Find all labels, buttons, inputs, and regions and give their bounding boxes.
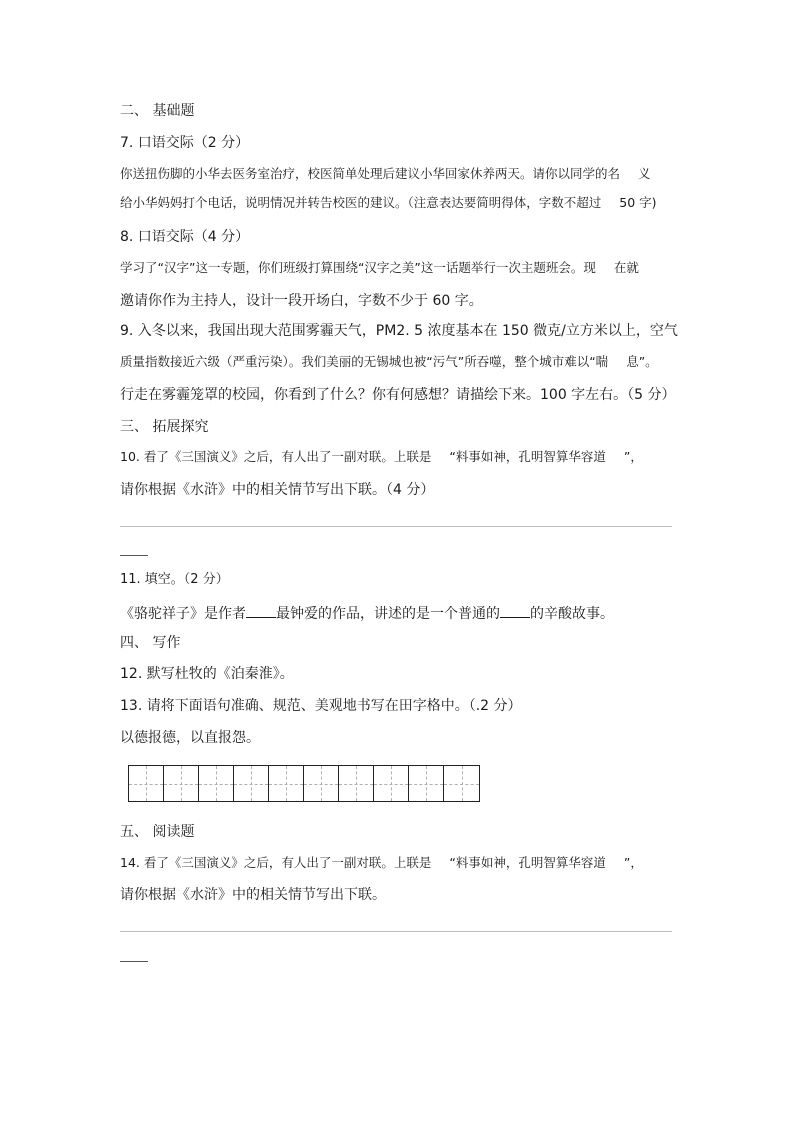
q8-text-line2: 邀请你作为主持人，设计一段开场白，字数不少于 60 字。	[120, 293, 483, 309]
q7-line1-main: 你送扭伤脚的小华去医务室治疗，校医简单处理后建议小华回家休养两天。请你以同学的名	[120, 166, 621, 181]
grid-cell[interactable]	[339, 766, 374, 801]
q11-title: 11. 填空。（2 分）	[120, 572, 229, 587]
q7-line1-tail: 义	[638, 166, 651, 181]
q10-line1-main: 10. 看了《三国演义》之后，有人出了一副对联。上联是	[120, 449, 432, 464]
q14-answer-line	[120, 931, 672, 932]
q7-line2-tail: 50 字)	[619, 195, 657, 210]
q12-text: 12. 默写杜牧的《泊秦淮》。	[120, 666, 294, 682]
grid-cell[interactable]	[234, 766, 269, 801]
grid-cell[interactable]	[409, 766, 444, 801]
q8-title: 8. 口语交际（4 分）	[120, 229, 250, 245]
q11-blank-person[interactable]	[500, 605, 530, 618]
grid-cell[interactable]	[304, 766, 339, 801]
q11-part3: 的辛酸故事。	[530, 606, 614, 622]
grid-cell[interactable]	[269, 766, 304, 801]
q10-text-line2: 请你根据《水浒》中的相关情节写出下联。（4 分）	[120, 482, 435, 498]
q10-line1-end: ”，	[623, 449, 643, 464]
q10-text-line1	[120, 451, 643, 464]
grid-cell[interactable]	[444, 766, 479, 801]
section-heading-basic: 二、 基础题	[120, 103, 195, 119]
section-heading-writing: 四、 写作	[120, 635, 181, 651]
q9-line2-tail: 息”。	[626, 354, 658, 369]
q11-blank-author[interactable]	[246, 605, 276, 618]
q14-couplet: “料事如神，孔明智算华容道	[449, 855, 606, 870]
q9-text-line1: 9. 入冬以来，我国出现大范围雾霾天气，PM2. 5 浓度基本在 150 微克/立方米以上，空气	[120, 323, 678, 339]
q9-text-line3: 行走在雾霾笼罩的校园，你看到了什么？你有何感想？请描绘下来。100 字左右。（5 分）	[120, 387, 676, 403]
q14-answer-line-short	[120, 961, 148, 962]
section-heading-reading: 五、 阅读题	[120, 824, 195, 840]
q14-text-line1	[120, 857, 643, 870]
section-heading-explore: 三、 拓展探究	[120, 419, 209, 435]
q8-line1-main: 学习了“汉字”这一专题，你们班级打算围绕“汉字之美”这一话题举行一次主题班会。现	[120, 260, 596, 275]
q11-part1: 《骆驼祥子》是作者	[120, 606, 246, 622]
q9-text-line2	[120, 356, 658, 369]
q10-answer-line	[120, 526, 672, 527]
grid-cell[interactable]	[129, 766, 164, 801]
q14-line1-main: 14. 看了《三国演义》之后，有人出了一副对联。上联是	[120, 855, 432, 870]
q14-line1-end: ”，	[623, 855, 643, 870]
q14-text-line2: 请你根据《水浒》中的相关情节写出下联。	[120, 887, 386, 903]
q9-line2-main: 质量指数接近六级（严重污染）。我们美丽的无锡城也被“污气”所吞噬，整个城市难以“喘	[120, 354, 609, 369]
q11-fill-sentence	[120, 605, 614, 621]
q7-text-line1	[120, 168, 651, 181]
q7-text-line2	[120, 197, 657, 210]
q8-line1-tail: 在就	[613, 260, 639, 275]
grid-cell[interactable]	[199, 766, 234, 801]
q11-part2: 最钟爱的作品，讲述的是一个普通的	[276, 606, 500, 622]
q13-sentence: 以德报德，以直报怨。	[120, 730, 260, 746]
q13-title: 13. 请将下面语句准确、规范、美观地书写在田字格中。（.2 分）	[120, 698, 522, 714]
tianzi-grid[interactable]	[128, 765, 480, 802]
q7-title: 7. 口语交际（2 分）	[120, 135, 250, 151]
grid-cell[interactable]	[374, 766, 409, 801]
q7-line2-main: 给小华妈妈打个电话，说明情况并转告校医的建议。（注意表达要简明得体，字数不超过	[120, 195, 602, 210]
q10-answer-line-short	[120, 555, 148, 556]
q10-couplet: “料事如神，孔明智算华容道	[449, 449, 606, 464]
q8-text-line1	[120, 262, 639, 275]
grid-cell[interactable]	[164, 766, 199, 801]
